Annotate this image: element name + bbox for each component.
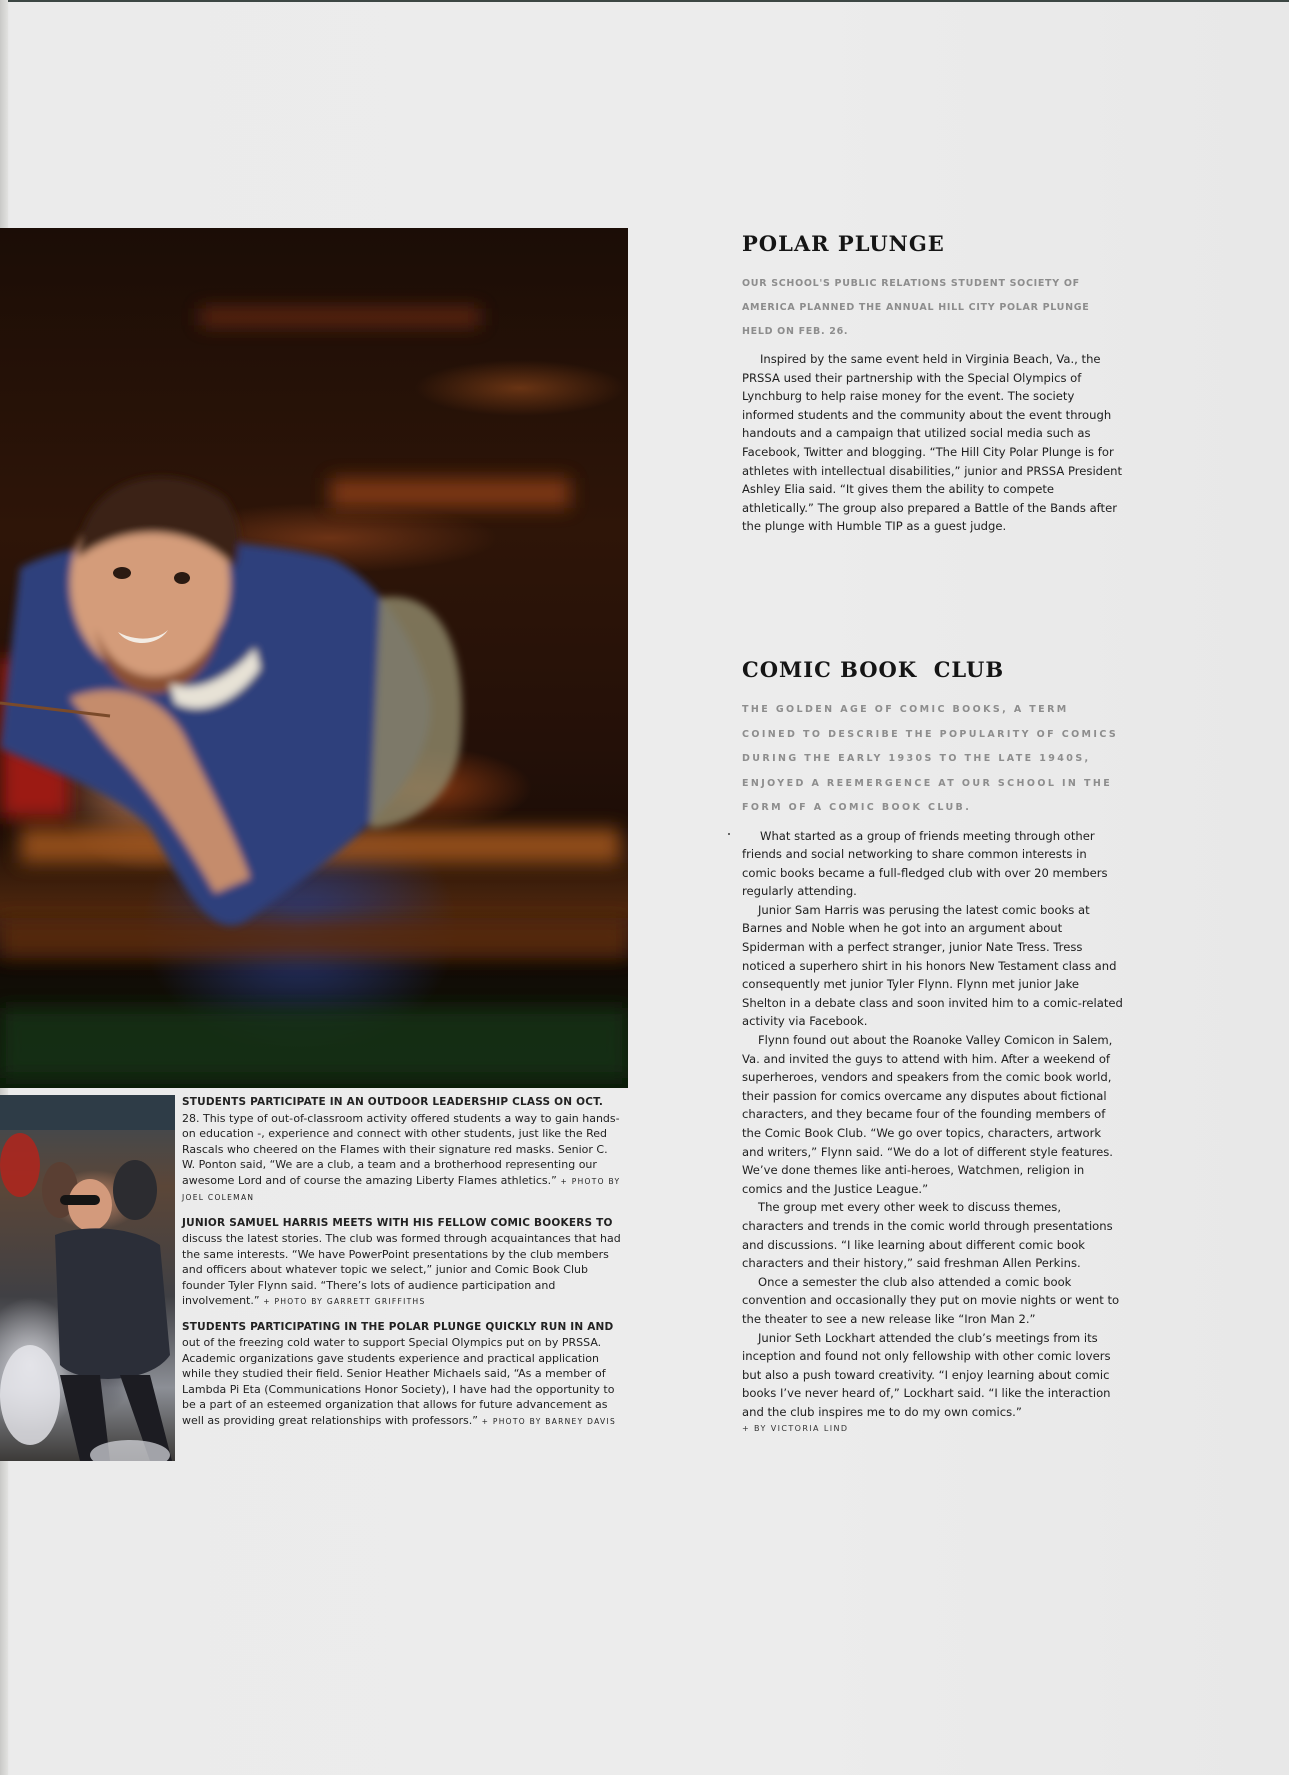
article-polar-plunge <box>742 232 1124 536</box>
caption-text: 28. This type of out-of-classroom activity offered students a way to gain hands-on education -, experience and connect with other students, just like the Red Rascals who cheered on the Flames with their signature red masks. Senior C. W. Ponton said, “We are a club, a team and a brotherhood representing our awesome Lord and of course the amazing Liberty Flames athletics.” <box>182 1111 620 1187</box>
caption-outdoor-leadership <box>182 1094 622 1206</box>
small-photo-polar-plunge <box>0 1095 175 1461</box>
small-photo-figure <box>0 1095 175 1461</box>
article-comic-book-club <box>742 658 1124 1433</box>
article-body <box>742 827 1124 1422</box>
article-body <box>742 350 1124 536</box>
photo-credit: + PHOTO BY GARRETT GRIFFITHS <box>259 1297 426 1306</box>
caption-lead: JUNIOR SAMUEL HARRIS MEETS WITH HIS FELLOW COMIC BOOKERS TO <box>182 1216 613 1229</box>
caption-polar-plunge <box>182 1319 622 1430</box>
caption-text: out of the freezing cold water to support Special Olympics put on by PRSSA. Academic organizations gave students experience and practical application while they studied their field. Senior Heather Michaels said, “As a member of Lambda Pi Eta (Communications Honor Society), I have had the opportunity to be a part of an esteemed organization that allows for future advancement as well as providing great relationships with professors.” <box>182 1336 615 1427</box>
margin-mark <box>728 833 730 835</box>
article-byline: + BY VICTORIA LIND <box>742 1423 849 1433</box>
article-paragraph: Junior Seth Lockhart attended the club’s meetings from its inception and found not only fellowship with other comic lovers but also a push toward creativity. “I enjoy learning about comic books I’ve never heard of,” Lockhart said. “I like the interaction and the club inspires me to do my own comics.” <box>742 1330 1111 1419</box>
photo-captions <box>182 1094 622 1438</box>
main-photo-figure <box>0 228 628 1088</box>
main-photo-blurred-student <box>0 228 628 1088</box>
caption-comic-bookers <box>182 1215 622 1310</box>
article-paragraph: The group met every other week to discuss themes, characters and trends in the comic world through presentations and discussions. “I like learning about different comic book characters and their history,” said freshman Allen Perkins. <box>742 1200 1113 1271</box>
caption-lead: STUDENTS PARTICIPATE IN AN OUTDOOR LEADERSHIP CLASS ON OCT. <box>182 1096 604 1108</box>
article-paragraph: What started as a group of friends meeting through other friends and social networking to share common interests in comic books became a full-fledged club with over 20 members regularly attending. <box>742 828 1108 899</box>
photo-credit: + PHOTO BY BARNEY DAVIS <box>477 1416 617 1426</box>
article-paragraph: Flynn found out about the Roanoke Valley Comicon in Salem, Va. and invited the guys to attend with him. After a weekend of superheroes, vendors and speakers from the comic book world, their passion for comics overcame any disputes about fictional characters, and they became four of the founding members of the Comic Book Club. “We go over topics, characters, artwork and writers,” Flynn said. “We do a lot of different style features. We’ve done themes like anti-heroes, Watchmen, religion in comics and the Justice League.” <box>742 1033 1113 1196</box>
photo-credit: + PHOTO BY JOEL COLEMAN <box>182 1176 621 1202</box>
page-top-edge <box>0 0 1289 2</box>
caption-text: discuss the latest stories. The club was formed through acquaintances that had the same interests. “We have PowerPoint presentations by the club members and officers about whatever topic we select,” junior and Comic Book Club founder Tyler Flynn said. “There’s lots of audience participation and involvement.” <box>182 1232 621 1307</box>
article-deck: OUR SCHOOL'S PUBLIC RELATIONS STUDENT SOCIETY OF AMERICA PLANNED THE ANNUAL HILL CITY POLAR PLUNGE HELD ON FEB. 26. <box>742 278 1090 337</box>
article-paragraph: Inspired by the same event held in Virginia Beach, Va., the PRSSA used their partnership with the Special Olympics of Lynchburg to help raise money for the event. The society informed students and the community about the event through handouts and a campaign that utilized social media such as Facebook, Twitter and blogging. “The Hill City Polar Plunge is for athletes with intellectual disabilities,” junior and PRSSA President Ashley Elia said. “It gives them the ability to compete athletically.” The group also prepared a Battle of the Bands after the plunge with Humble TIP as a guest judge. <box>742 352 1123 534</box>
article-paragraph: Once a semester the club also attended a comic book convention and occasionally they put on movie nights or went to the theater to see a new release like “Iron Man 2.” <box>742 1274 1120 1326</box>
article-headline: COMIC BOOK CLUB <box>742 657 1005 682</box>
article-paragraph: Junior Sam Harris was perusing the latest comic books at Barnes and Noble when he got into an argument about Spiderman with a perfect stranger, junior Nate Tress. Tress noticed a superhero shirt in his honors New Testament class and consequently met junior Tyler Flynn. Flynn met junior Jake Shelton in a debate class and soon invited him to a comic-related activity via Facebook. <box>742 902 1123 1029</box>
article-deck: THE GOLDEN AGE OF COMIC BOOKS, A TERM COINED TO DESCRIBE THE POPULARITY OF COMICS DURING THE EARLY 1930S TO THE LATE 1940S, ENJOYED A REEMERGENCE AT OUR SCHOOL IN THE FORM OF A COMIC BOOK CLUB. <box>742 704 1119 813</box>
caption-lead: STUDENTS PARTICIPATING IN THE POLAR PLUNGE QUICKLY RUN IN AND <box>182 1320 614 1333</box>
article-headline: POLAR PLUNGE <box>742 231 945 256</box>
